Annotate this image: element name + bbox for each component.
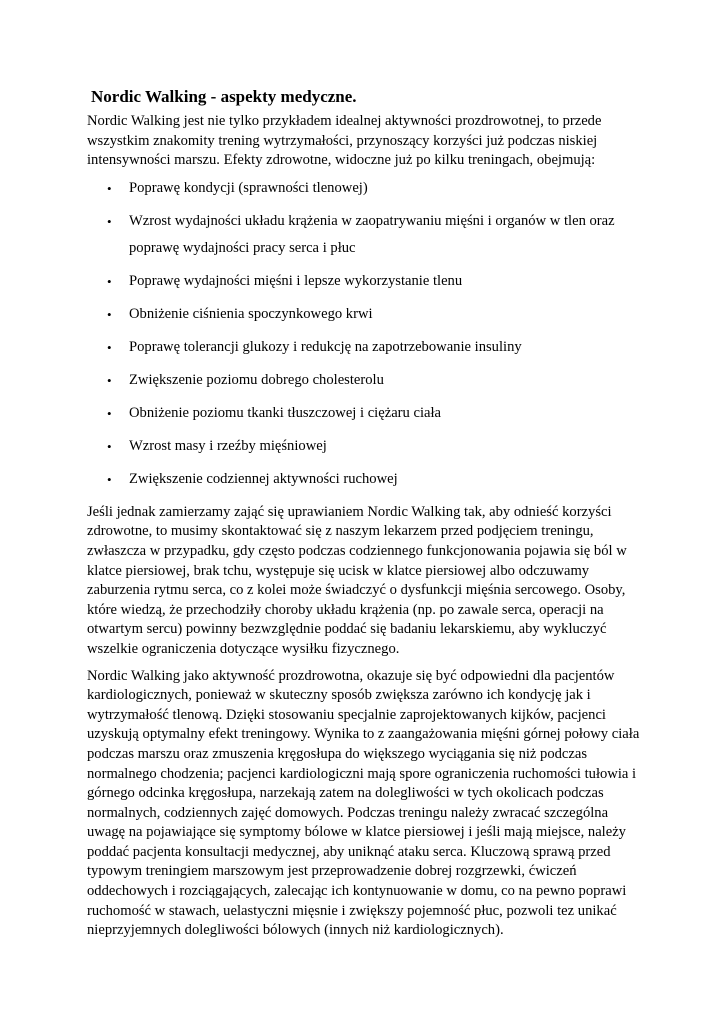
bullet-icon: • <box>107 405 112 421</box>
benefit-text: Zwiększenie poziomu dobrego cholesterolu <box>129 371 384 388</box>
list-item <box>87 400 647 427</box>
list-item <box>87 301 647 328</box>
list-item <box>87 433 647 460</box>
document-page <box>87 86 647 941</box>
benefit-text: Obniżenie poziomu tkanki tłuszczowej i ciężaru ciała <box>129 404 442 421</box>
benefit-text: Obniżenie ciśnienia spoczynkowego krwi <box>129 305 373 322</box>
benefit-text: Wzrost wydajności układu krążenia w zaopatrywaniu mięśni i organów w tlen oraz poprawę wydajności pracy serca i płuc <box>129 212 615 256</box>
bullet-icon: • <box>107 213 112 229</box>
list-item <box>87 466 647 493</box>
document-title: Nordic Walking - aspekty medyczne. <box>91 87 357 106</box>
intro-paragraph: Nordic Walking jest nie tylko przykładem idealnej aktywności prozdrowotnej, to przede wszystkim znakomity trening wytrzymałości, przynoszący korzyści już podczas niskiej intensywności marszu. Efekty zdrowotne, widoczne już po kilku treningach, obejmują: <box>87 113 602 169</box>
benefit-text: Wzrost masy i rzeźby mięśniowej <box>129 437 327 454</box>
bullet-icon: • <box>107 306 112 322</box>
bullet-icon: • <box>107 180 112 196</box>
bullet-icon: • <box>107 438 112 454</box>
bullet-icon: • <box>107 339 112 355</box>
benefit-text: Zwiększenie codziennej aktywności ruchowej <box>129 470 398 487</box>
bullet-icon: • <box>107 372 112 388</box>
consultation-paragraph: Jeśli jednak zamierzamy zająć się uprawianiem Nordic Walking tak, aby odnieść korzyści zdrowotne, to musimy skontaktować się z naszym lekarzem przed podjęciem treningu, zwłaszcza w przypadku, gdy często podczas codziennego funkcjonowania pojawia się ból w klatce piersiowej, brak tchu, występuje się ucisk w klatce piersiowej albo odczuwamy zaburzenia rytmu serca, co z kolei może świadczyć o dysfunkcji mięśnia sercowego. Osoby, które wiedzą, że przechodziły choroby układu krążenia (np. po zawale serca, operacji na otwartym sercu) powinny bezwzględnie poddać się badaniu lekarskiemu, aby wykluczyć wszelkie ograniczenia dotyczące wysiłku fizycznego. <box>87 503 627 657</box>
list-item <box>87 268 647 295</box>
benefit-text: Poprawę tolerancji glukozy i redukcję na zapotrzebowanie insuliny <box>129 338 522 355</box>
cardiology-paragraph: Nordic Walking jako aktywność prozdrowotna, okazuje się być odpowiedni dla pacjentów kardiologicznych, ponieważ w skuteczny sposób zwiększa zarówno ich kondycję jak i wytrzymałość tlenową. Dzięki stosowaniu specjalnie zaprojektowanych kijków, pacjenci uzyskują optymalny efekt treningowy. Wynika to z zaangażowania mięśni górnej połowy ciała podczas marszu oraz zmuszenia kręgosłupa do większego wyciągania się niż podczas normalnego chodzenia; pacjenci kardiologiczni mają spore ograniczenia ruchomości tułowia i górnego odcinka kręgosłupa, narzekają zatem na dolegliwości w tych okolicach podczas normalnych, codziennych zajęć domowych. Podczas treningu należy zwracać szczególna uwagę na pojawiające się symptomy bólowe w klatce piersiowej i jeśli mają miejsce, należy poddać pacjenta konsultacji medycznej, aby uniknąć ataku serca. Kluczową sprawą przed typowym treningiem marszowym jest przeprowadzenie dobrej rozgrzewki, ćwiczeń oddechowych i rozciągających, zalecając ich kontynuowanie w domu, co na pewno poprawi ruchomość w stawach, uelastyczni mięsnie i zwiększy pojemność płuc, pozwoli tez unikać nieprzyjemnych dolegliwości bólowych (innych niż kardiologicznych). <box>87 667 640 939</box>
list-item <box>87 367 647 394</box>
list-item <box>87 208 647 262</box>
bullet-icon: • <box>107 273 112 289</box>
list-item <box>87 175 647 202</box>
benefit-text: Poprawę kondycji (sprawności tlenowej) <box>129 179 368 196</box>
benefit-text: Poprawę wydajności mięśni i lepsze wykorzystanie tlenu <box>129 272 463 289</box>
benefits-list <box>87 175 647 493</box>
list-item <box>87 334 647 361</box>
bullet-icon: • <box>107 471 112 487</box>
